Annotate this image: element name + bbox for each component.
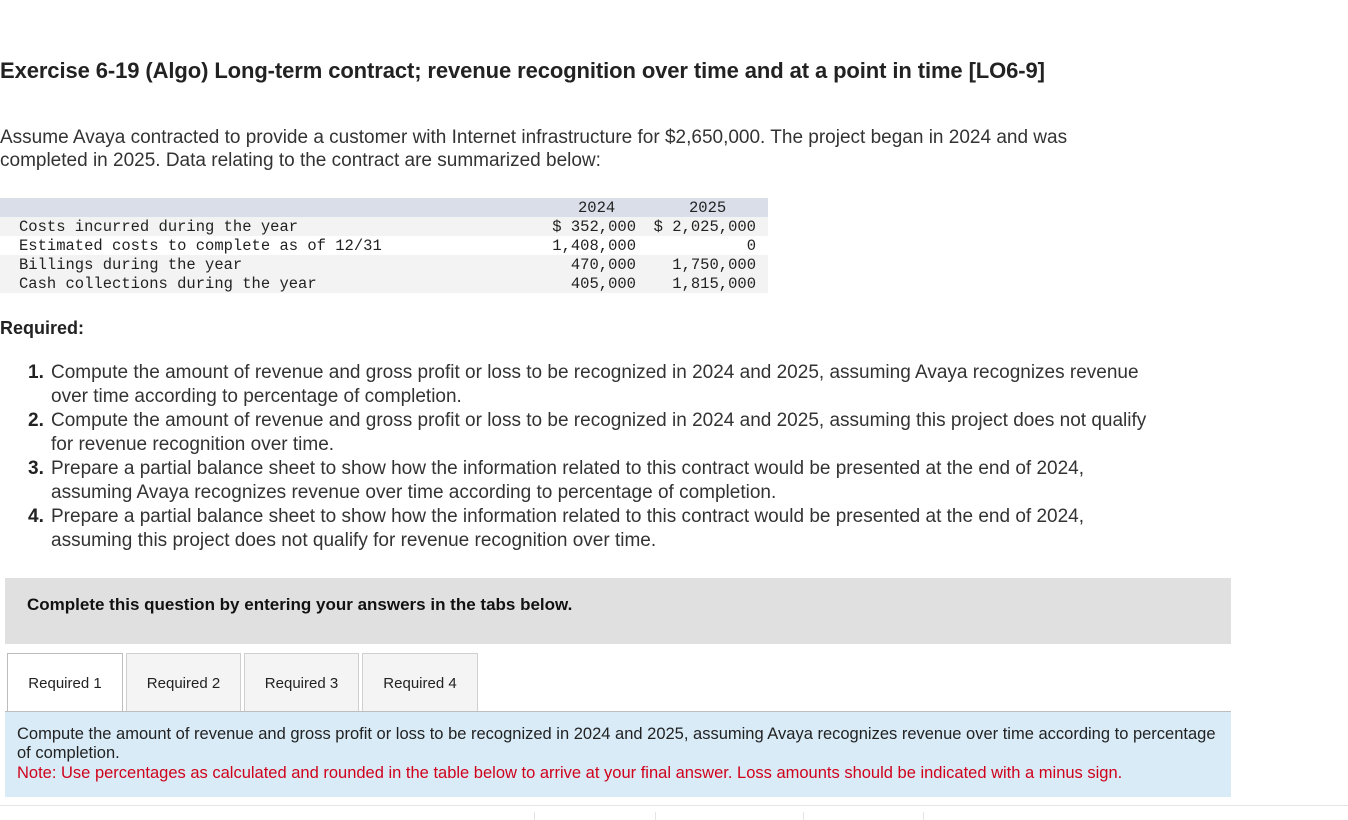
requirement-text: Prepare a partial balance sheet to show how the information related to this contract would be presented at the end of 2024, assuming Avaya recognizes revenue over time according to percentage of completion. <box>51 458 1084 503</box>
requirement-number: 4. <box>28 506 44 527</box>
value-2024: 470,000 <box>570 256 636 274</box>
tab-label: Required 1 <box>28 675 102 692</box>
row-label: Costs incurred during the year <box>19 218 299 236</box>
requirement-number: 3. <box>28 458 44 479</box>
requirement-text: Compute the amount of revenue and gross profit or loss to be recognized in 2024 and 2025, assuming Avaya recognizes revenue over time according to percentage of completion. <box>51 362 1139 407</box>
tab-instructions-panel <box>5 712 1231 797</box>
list-item <box>28 409 1148 457</box>
column-header-2025: 2025 <box>689 199 727 217</box>
table-row <box>0 236 768 255</box>
tab-label: Required 4 <box>383 675 457 692</box>
tab-required-2[interactable] <box>126 653 241 712</box>
value-2025: 1,750,000 <box>672 256 756 274</box>
table-header-row <box>0 198 768 217</box>
column-divider <box>803 812 804 820</box>
row-label: Billings during the year <box>19 256 243 274</box>
list-item <box>28 361 1148 409</box>
tab-label: Required 3 <box>264 675 339 692</box>
value-2024: $ 352,000 <box>552 218 636 236</box>
answer-table-top-edge <box>0 805 1348 820</box>
requirement-number: 2. <box>28 410 44 431</box>
page-title: Exercise 6-19 (Algo) Long-term contract; revenue recognition over time and at a point in time [LO6-9] <box>0 58 1045 83</box>
requirements-list <box>28 361 1148 553</box>
tab-label: Required 2 <box>146 675 221 692</box>
column-divider <box>923 812 924 820</box>
table-row <box>0 274 768 293</box>
intro-paragraph: Assume Avaya contracted to provide a customer with Internet infrastructure for $2,650,000. The project began in 2024 and was completed in 2025. Data relating to the contract are summarized below: <box>0 127 1068 171</box>
tab-required-1[interactable] <box>7 653 123 712</box>
value-2025: 0 <box>746 237 756 255</box>
value-2025: $ 2,025,000 <box>653 218 756 236</box>
column-divider <box>655 812 656 820</box>
requirement-text: Prepare a partial balance sheet to show how the information related to this contract would be presented at the end of 2024, assuming this project does not qualify for revenue recognition over time. <box>51 506 1084 551</box>
row-label: Cash collections during the year <box>19 275 317 293</box>
row-label: Estimated costs to complete as of 12/31 <box>19 237 382 255</box>
column-header-2024: 2024 <box>578 199 616 217</box>
requirement-text: Compute the amount of revenue and gross profit or loss to be recognized in 2024 and 2025, assuming this project does not qualify for revenue recognition over time. <box>51 410 1147 455</box>
required-heading: Required: <box>0 318 85 338</box>
column-divider <box>534 812 535 820</box>
value-2025: 1,815,000 <box>672 275 756 293</box>
instructions-banner <box>5 578 1231 644</box>
value-2024: 405,000 <box>570 275 636 293</box>
list-item <box>28 457 1148 505</box>
instruction-text: Compute the amount of revenue and gross profit or loss to be recognized in 2024 and 2025, assuming Avaya recognizes revenue over time according to percentage of completion. <box>17 725 1216 762</box>
contract-data-table <box>0 198 768 293</box>
requirement-number: 1. <box>28 362 44 383</box>
table-row <box>0 255 768 274</box>
banner-text: Complete this question by entering your answers in the tabs below. <box>27 595 573 614</box>
table-row <box>0 217 768 236</box>
list-item <box>28 505 1148 553</box>
tab-required-4[interactable] <box>362 653 478 712</box>
tab-required-3[interactable] <box>244 653 359 712</box>
value-2024: 1,408,000 <box>552 237 636 255</box>
instruction-note: Note: Use percentages as calculated and rounded in the table below to arrive at your final answer. Loss amounts should be indicated with a minus sign. <box>17 764 1123 782</box>
